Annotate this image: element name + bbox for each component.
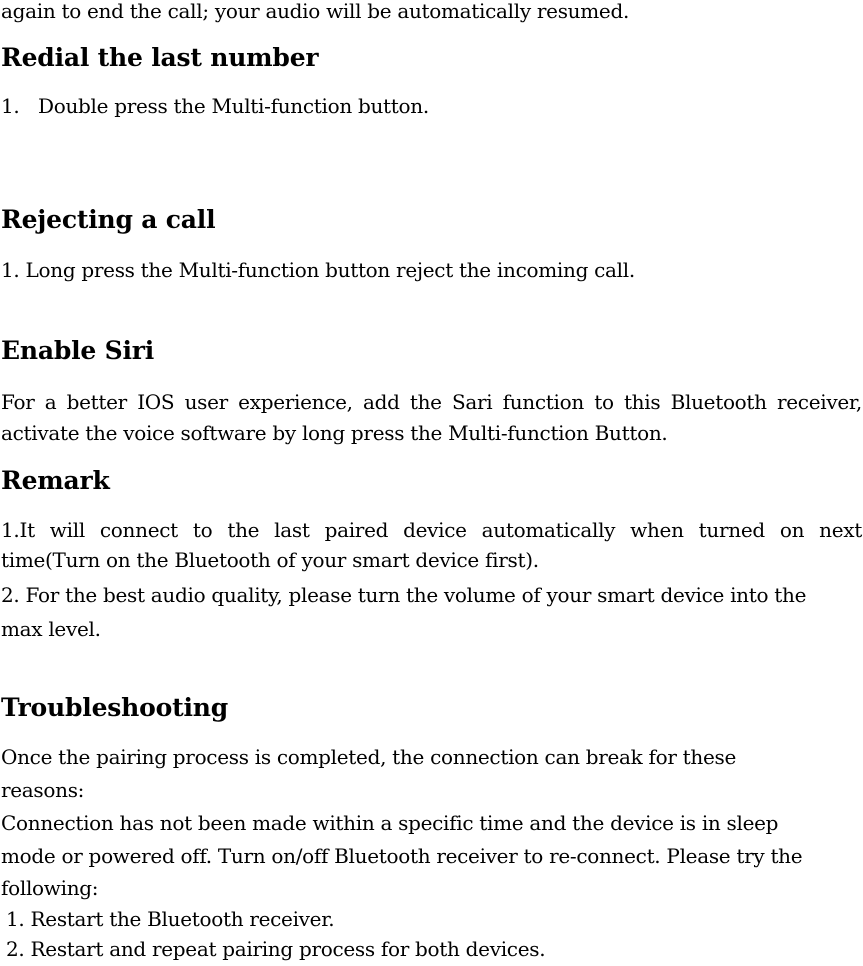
intro-text: again to end the call; your audio will be automatically resumed. — [1, 0, 630, 23]
siri-paragraph-line: activate the voice software by long press the Multi-function Button. — [1, 421, 668, 445]
redial-step-number: 1. — [1, 94, 20, 118]
remark-line: max level. — [1, 617, 101, 641]
remark-heading: Remark — [1, 466, 110, 495]
troubleshooting-step: 2. Restart and repeat pairing process for both devices. — [6, 937, 546, 961]
troubleshooting-line: Connection has not been made within a specific time and the device is in sleep — [1, 811, 779, 835]
troubleshooting-line: mode or powered off. Turn on/off Bluetooth receiver to re-connect. Please try the — [1, 844, 803, 868]
remark-line: 2. For the best audio quality, please turn the volume of your smart device into the — [1, 583, 807, 607]
remark-line: time(Turn on the Bluetooth of your smart device first). — [1, 548, 539, 572]
troubleshooting-line: Once the pairing process is completed, the connection can break for these — [1, 745, 737, 769]
redial-step-text: Double press the Multi-function button. — [38, 94, 429, 118]
rejecting-heading: Rejecting a call — [1, 205, 216, 234]
troubleshooting-step: 1. Restart the Bluetooth receiver. — [6, 907, 335, 931]
redial-heading: Redial the last number — [1, 43, 319, 72]
siri-heading: Enable Siri — [1, 336, 155, 365]
rejecting-step: 1. Long press the Multi-function button reject the incoming call. — [1, 258, 635, 282]
siri-paragraph-line: For a better IOS user experience, add the Sari function to this Bluetooth receiver, — [1, 390, 862, 414]
remark-line: 1.It will connect to the last paired device automatically when turned on next — [1, 518, 862, 542]
troubleshooting-heading: Troubleshooting — [1, 693, 228, 722]
troubleshooting-line: reasons: — [1, 778, 85, 802]
troubleshooting-line: following: — [1, 876, 99, 900]
